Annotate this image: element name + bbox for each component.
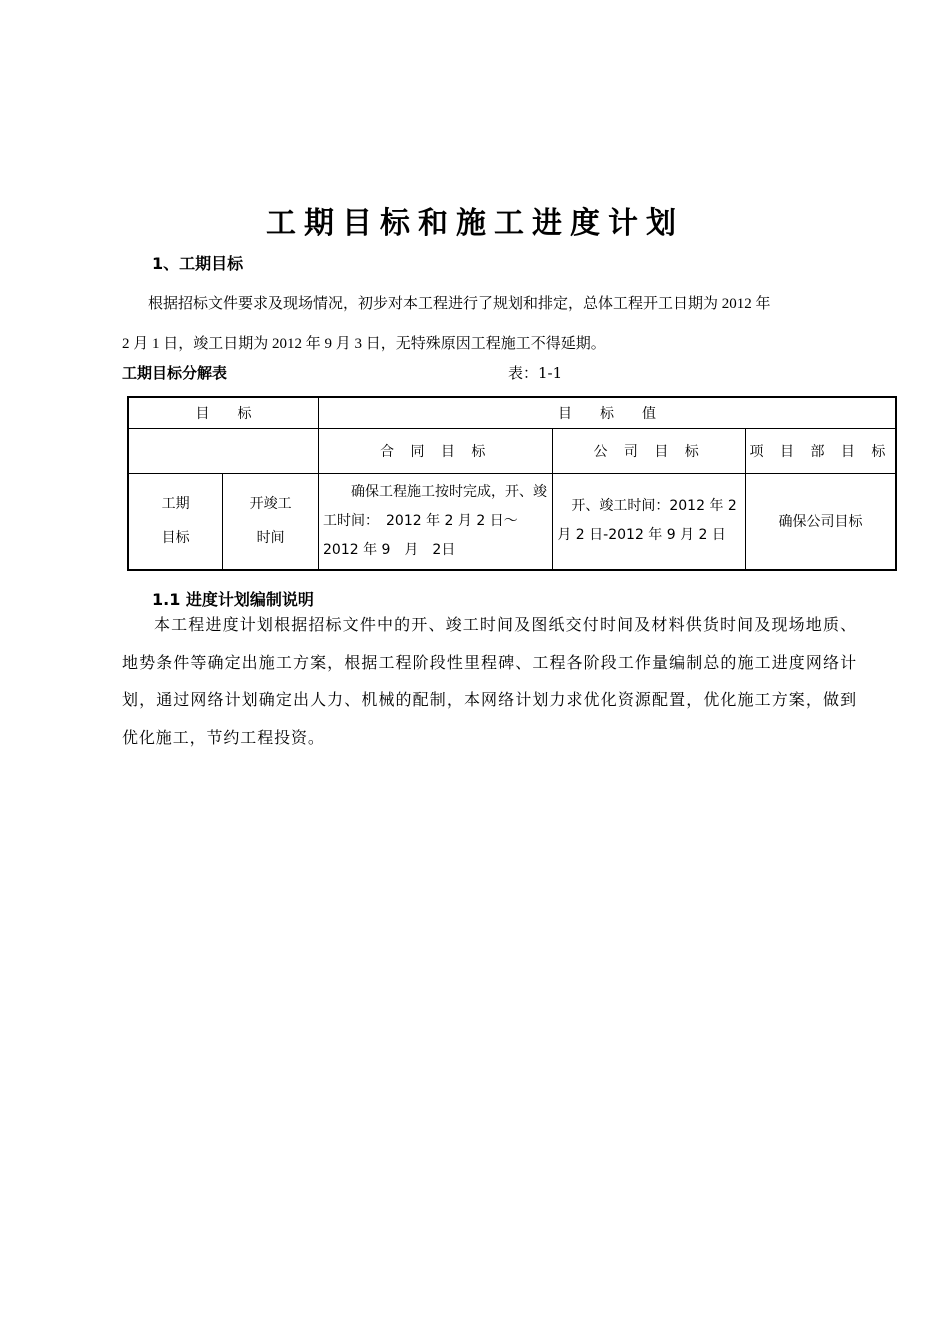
paragraph-line: 根据招标文件要求及现场情况，初步对本工程进行了规划和排定，总体工程开工日期为 2012 年 [148, 296, 771, 312]
header-goal-value: 目 标 值 [319, 397, 897, 428]
table-subheader-row [128, 428, 896, 473]
row-category: 工期 目标 [128, 473, 223, 570]
table-header-row [128, 397, 896, 428]
project-goal-value: 确保公司目标 [745, 473, 896, 570]
empty-cell [128, 428, 319, 473]
table-caption: 工期目标分解表 [122, 364, 228, 382]
table-row [128, 473, 896, 570]
subheader-company-goal: 公 司 目 标 [553, 428, 746, 473]
document-title: 工期目标和施工进度计划 [266, 206, 684, 241]
subheader-project-goal: 项 目 部 目 标 [745, 428, 896, 473]
table-number: 表：1-1 [508, 364, 563, 382]
company-goal-value: 开、竣工时间：2012 年 2 月 2 日-2012 年 9 月 2 日 [553, 473, 746, 570]
subheader-contract-goal: 合 同 目 标 [319, 428, 553, 473]
header-goal: 目 标 [128, 397, 319, 428]
section-heading-plan-notes: 1.1 进度计划编制说明 [152, 590, 314, 609]
paragraph-line: 2 月 1 日，竣工日期为 2012 年 9 月 3 日，无特殊原因工程施工不得延期。 [122, 336, 606, 352]
row-item: 开竣工 时间 [223, 473, 319, 570]
section-paragraph-plan-notes: 本工程进度计划根据招标文件中的开、竣工时间及图纸交付时间及材料供货时间及现场地质、地势条件等确定出施工方案，根据工程阶段性里程碑、工程各阶段工作量编制总的施工进度网络计划，通过网络计划确定出人力、机械的配制，本网络计划力求优化资源配置，优化施工方案，做到优化施工，节约工程投资。 [122, 615, 857, 747]
contract-goal-value: 确保工程施工按时完成，开、竣工时间： 2012 年 2 月 2 日～2012 年 9 月 2日 [319, 473, 553, 570]
goal-breakdown-table [127, 396, 897, 571]
section-heading-schedule-goal: 1、工期目标 [152, 254, 244, 273]
